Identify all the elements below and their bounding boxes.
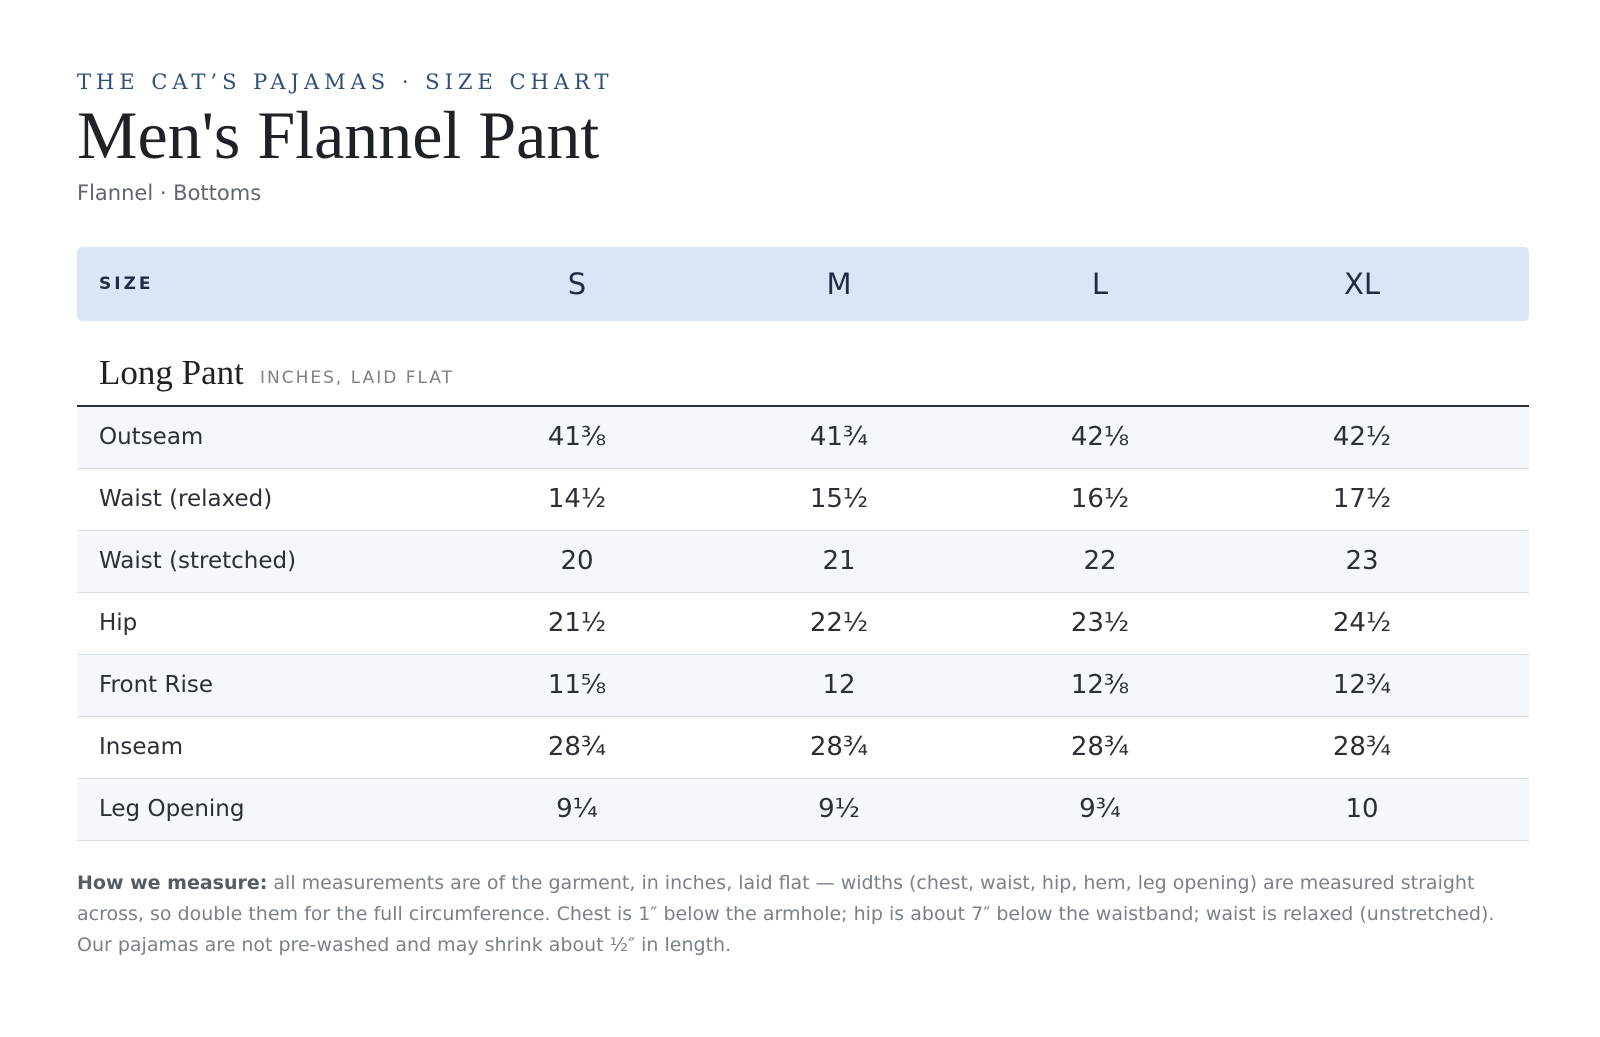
- row-label: Waist (relaxed): [99, 486, 273, 512]
- row-label: Outseam: [99, 424, 204, 450]
- table-cell: 22½: [809, 608, 869, 638]
- table-cell: 15½: [809, 484, 869, 514]
- table-row: [77, 469, 1529, 531]
- table-cell: 11⅝: [547, 670, 607, 700]
- table-cell: 24½: [1332, 608, 1392, 638]
- table-cell: 12: [822, 670, 856, 700]
- table-cell: 42½: [1332, 422, 1392, 452]
- section-heading: [77, 351, 1529, 407]
- table-row: [77, 655, 1529, 717]
- measurement-table: [77, 407, 1529, 841]
- table-cell: 23: [1345, 546, 1379, 576]
- size-header-label: SIZE: [99, 274, 154, 294]
- table-row: [77, 407, 1529, 469]
- page-subtitle: Flannel · Bottoms: [77, 181, 262, 205]
- table-cell: 16½: [1070, 484, 1130, 514]
- table-cell: 12¾: [1332, 670, 1392, 700]
- table-cell: 28¾: [1332, 732, 1392, 762]
- size-column-xl: XL: [1343, 267, 1381, 301]
- brand-heading: THE CAT’S PAJAMAS · SIZE CHART: [77, 70, 614, 94]
- row-label: Front Rise: [99, 672, 213, 698]
- size-header-row: [77, 247, 1529, 321]
- table-cell: 10: [1345, 794, 1379, 824]
- section-unit-note: INCHES, LAID FLAT: [260, 368, 455, 388]
- row-label: Waist (stretched): [99, 548, 297, 574]
- table-cell: 9½: [818, 794, 860, 824]
- row-label: Inseam: [99, 734, 183, 760]
- table-row: [77, 593, 1529, 655]
- footnote-text: all measurements are of the garment, in inches, laid flat — widths (chest, waist, hip, hem, leg opening) are measured straight across, so double them for the full circumference. Chest is 1″ below the armhole; hip is about 7″ below the waistband; waist is relaxed (unstretched). Our pajamas are not pre-washed and may shrink about ½″ in length.: [77, 872, 1495, 956]
- page-title: Men's Flannel Pant: [77, 97, 600, 173]
- table-cell: 12⅜: [1070, 670, 1130, 700]
- table-cell: 41⅜: [547, 422, 607, 452]
- table-cell: 28¾: [1070, 732, 1130, 762]
- table-cell: 23½: [1070, 608, 1130, 638]
- table-cell: 28¾: [809, 732, 869, 762]
- table-cell: 41¾: [809, 422, 869, 452]
- table-row: [77, 717, 1529, 779]
- table-cell: 9¾: [1079, 794, 1121, 824]
- table-cell: 21½: [547, 608, 607, 638]
- table-cell: 14½: [547, 484, 607, 514]
- measure-footnote: [77, 868, 1529, 961]
- footnote-lead: How we measure:: [77, 872, 268, 894]
- section-title: Long Pant: [99, 353, 244, 392]
- table-row: [77, 779, 1529, 841]
- row-label: Leg Opening: [99, 796, 245, 822]
- size-column-s: S: [567, 267, 587, 301]
- table-cell: 17½: [1332, 484, 1392, 514]
- row-label: Hip: [99, 610, 138, 636]
- table-row: [77, 531, 1529, 593]
- table-cell: 28¾: [547, 732, 607, 762]
- size-column-l: L: [1091, 267, 1109, 301]
- table-cell: 42⅛: [1070, 422, 1130, 452]
- table-cell: 20: [560, 546, 594, 576]
- table-cell: 21: [822, 546, 856, 576]
- table-cell: 22: [1083, 546, 1117, 576]
- size-column-m: M: [826, 267, 852, 301]
- table-cell: 9¼: [556, 794, 598, 824]
